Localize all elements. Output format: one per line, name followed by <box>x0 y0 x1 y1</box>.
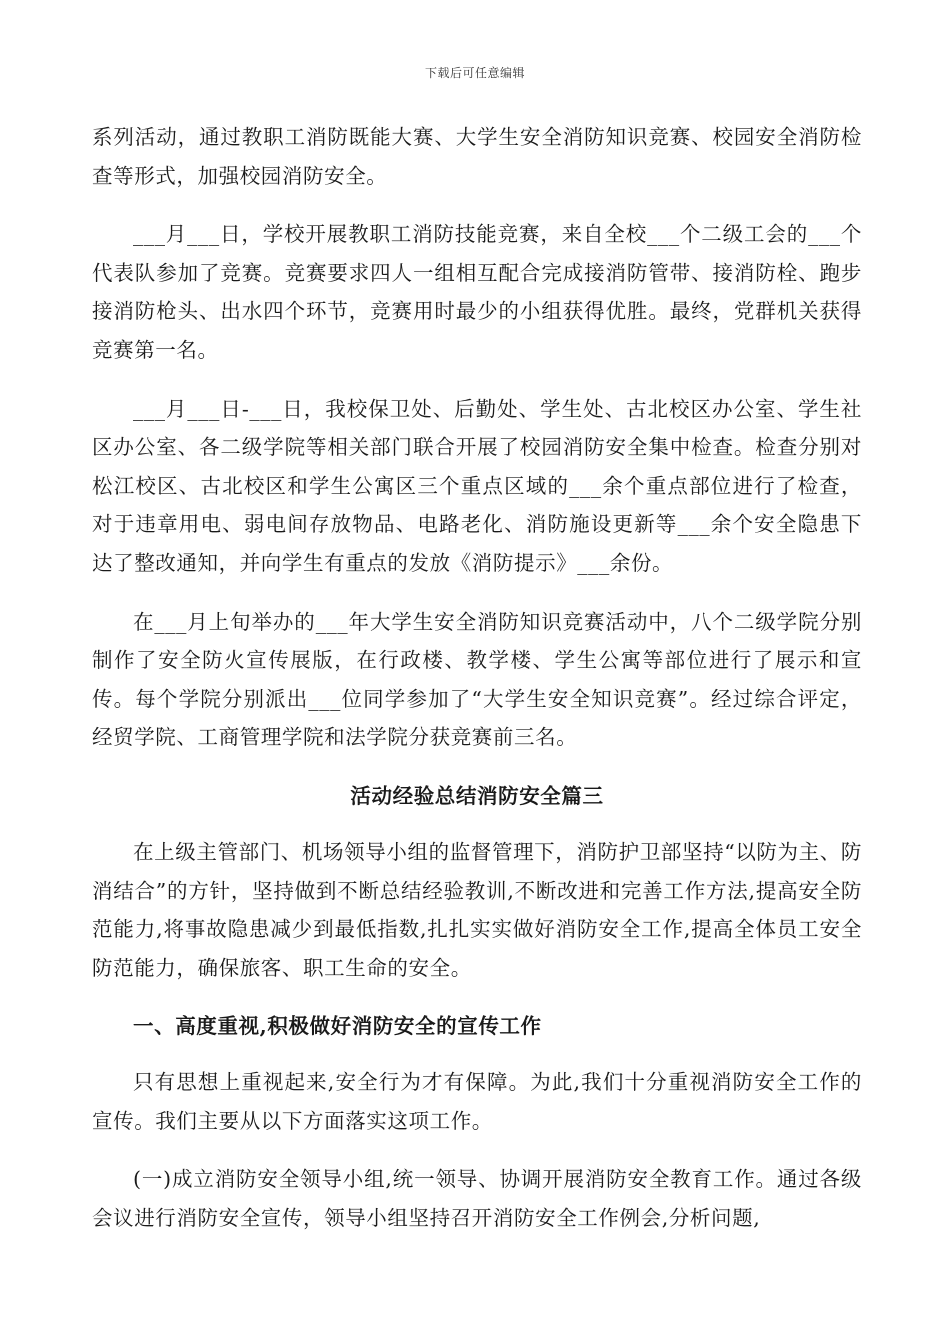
paragraph-1: 系列活动，通过教职工消防既能大赛、大学生安全消防知识竞赛、校园安全消防检查等形式，加强校园消防安全。 <box>92 125 862 188</box>
paragraph-4: 在___月上旬举办的___年大学生安全消防知识竞赛活动中，八个二级学院分别制作了安全防火宣传展版，在行政楼、教学楼、学生公寓等部位进行了展示和宣传。每个学院分别派出___位同学参加了“大学生安全知识竞赛”。经过综合评定，经贸学院、工商管理学院和法学院分获竞赛前三名。 <box>92 609 862 750</box>
paragraph-5: 在上级主管部门、机场领导小组的监督管理下，消防护卫部坚持“以防为主、防消结合”的方针，坚持做到不断总结经验教训,不断改进和完善工作方法,提高安全防范能力,将事故隐患减少到最低指数,扎扎实实做好消防安全工作,提高全体员工安全防范能力，确保旅客、职工生命的安全。 <box>92 839 862 980</box>
paragraph-3: ___月___日-___日，我校保卫处、后勤处、学生处、古北校区办公室、学生社区办公室、各二级学院等相关部门联合开展了校园消防安全集中检查。检查分别对松江校区、古北校区和学生公寓区三个重点区域的___余个重点部位进行了检查，对于违章用电、弱电间存放物品、电路老化、消防施设更新等___余个安全隐患下达了整改通知，并向学生有重点的发放《消防提示》___余份。 <box>92 396 862 575</box>
subsection-heading: 一、高度重视,积极做好消防安全的宣传工作 <box>133 1014 542 1039</box>
paragraph-6: 只有思想上重视起来,安全行为才有保障。为此,我们十分重视消防安全工作的宣传。我们主要从以下方面落实这项工作。 <box>92 1070 862 1133</box>
paragraph-2: ___月___日，学校开展教职工消防技能竞赛，来自全校___个二级工会的___个代表队参加了竞赛。竞赛要求四人一组相互配合完成接消防管带、接消防栓、跑步接消防枪头、出水四个环节，竞赛用时最少的小组获得优胜。最终，党群机关获得竞赛第一名。 <box>92 222 862 362</box>
document-body <box>92 118 862 1258</box>
section-heading: 活动经验总结消防安全篇三 <box>350 783 604 808</box>
header-note: 下载后可任意编辑 <box>424 66 525 80</box>
paragraph-7: (一)成立消防安全领导小组,统一领导、协调开展消防安全教育工作。通过各级会议进行消防安全宣传，领导小组坚持召开消防安全工作例会,分析问题, <box>92 1167 862 1231</box>
